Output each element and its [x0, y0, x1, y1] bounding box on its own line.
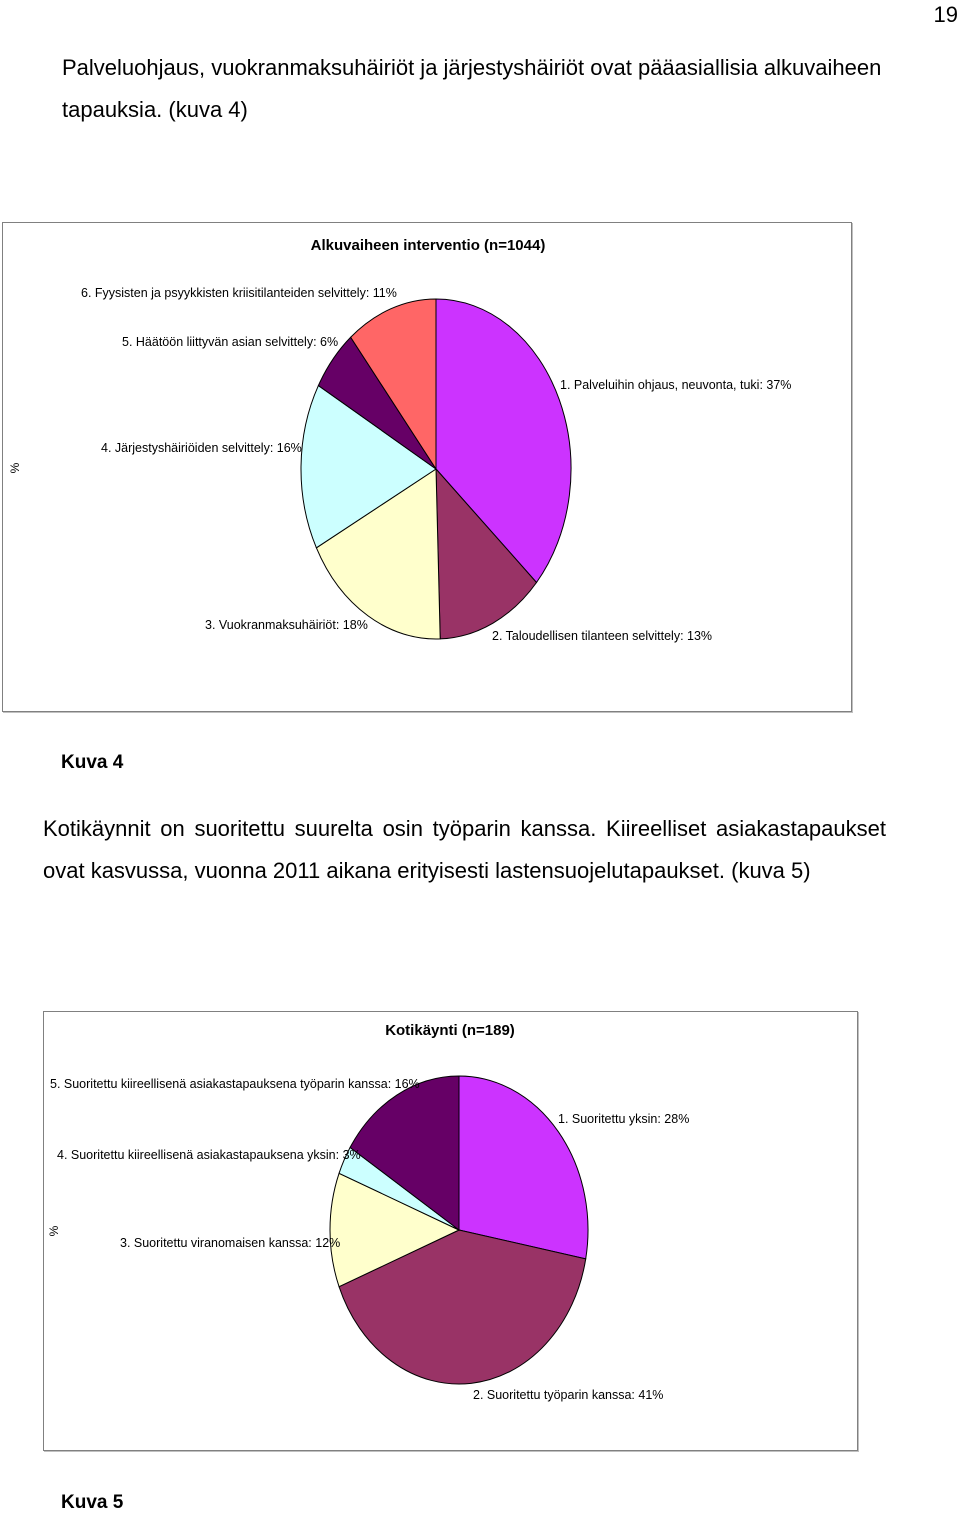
slice-label-5: 5. Häätöön liittyvän asian selvittely: 6%	[122, 335, 339, 349]
slice-label-3: 3. Vuokranmaksuhäiriöt: 18%	[205, 618, 368, 632]
slice-label-4: 4. Suoritettu kiireellisenä asiakastapauksena yksin: 3%	[57, 1148, 361, 1162]
pie-chart-svg	[44, 1012, 857, 1450]
slice-label-6: 6. Fyysisten ja psyykkisten kriisitilanteiden selvittely: 11%	[81, 286, 397, 300]
page-number: 19	[933, 2, 958, 27]
slice-label-2: 2. Taloudellisen tilanteen selvittely: 13%	[492, 629, 713, 643]
slice-label-1: 1. Suoritettu yksin: 28%	[558, 1112, 690, 1126]
slice-label-4: 4. Järjestyshäiriöiden selvittely: 16%	[101, 441, 302, 455]
y-axis-label: %	[47, 1225, 61, 1237]
figure-caption: Kuva 4	[61, 752, 124, 773]
pie-chart-svg	[3, 223, 851, 711]
slice-label-1: 1. Palveluihin ohjaus, neuvonta, tuki: 37%	[560, 378, 792, 392]
body-paragraph: Kotikäynnit on suoritettu suurelta osin työparin kanssa. Kiireelliset asiakastapaukset ovat kasvussa, vuonna 2011 aikana erityisesti lastensuojelutapaukset. (kuva 5)	[43, 816, 886, 883]
slice-label-5: 5. Suoritettu kiireellisenä asiakastapauksena työparin kanssa: 16%	[50, 1077, 420, 1091]
chart-title: Kotikäynti (n=189)	[385, 1022, 515, 1039]
y-axis-label: %	[8, 462, 22, 474]
pie-slice-1	[459, 1076, 588, 1259]
intro-paragraph: Palveluohjaus, vuokranmaksuhäiriöt ja järjestyshäiriöt ovat pääasiallisia alkuvaiheen tapauksia. (kuva 4)	[62, 55, 882, 122]
pie-chart-kotikaynti	[43, 1011, 858, 1451]
chart-title: Alkuvaiheen interventio (n=1044)	[310, 237, 546, 254]
pie-chart-alkuvaihe	[2, 222, 852, 712]
slice-label-3: 3. Suoritettu viranomaisen kanssa: 12%	[120, 1236, 341, 1250]
figure-caption: Kuva 5	[61, 1492, 124, 1513]
slice-label-2: 2. Suoritettu työparin kanssa: 41%	[473, 1388, 664, 1402]
